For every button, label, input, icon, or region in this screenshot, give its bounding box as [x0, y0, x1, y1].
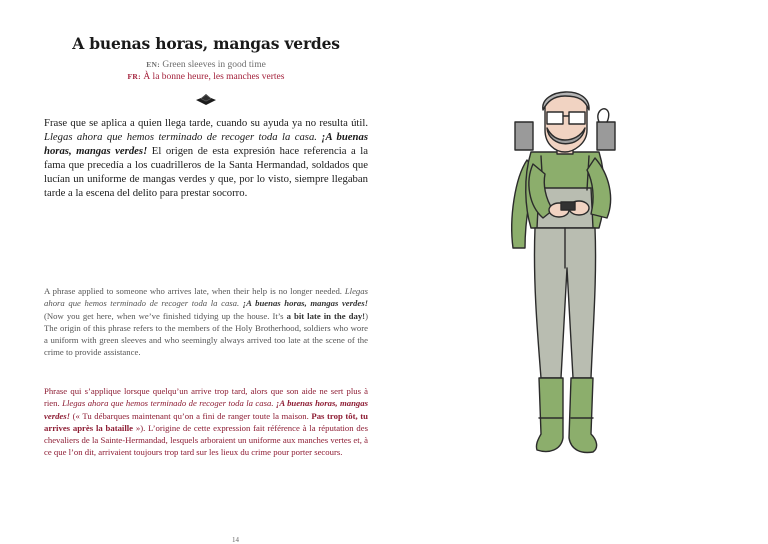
fr-text: À la bonne heure, les manches vertes: [143, 72, 285, 82]
en-text-1: A phrase applied to someone who arrives late, when their help is no longer needed.: [44, 286, 345, 296]
fr-example: Llegas ahora que hemos terminado de recoger toda la casa.: [62, 398, 274, 409]
hat-icon: [195, 91, 217, 107]
translations: [44, 59, 368, 83]
en-text-2: (Now you get here, when we’ve finished tidying up the house. It’s: [44, 310, 287, 321]
man-in-green-jumpsuit-illustration: [495, 78, 635, 478]
spanish-paragraph: [44, 116, 368, 201]
en-idiom: ¡A buenas horas, mangas verdes!: [239, 298, 368, 309]
en-text-3: ) The origin of this phrase refers to the members of the Holy Brotherhood, soldiers who wore a uniform with green sleeves and who seemingly always arrived too late at the scene of the crime to provide assistance.: [44, 310, 368, 358]
fr-text-1: Phrase qui s’applique lorsque quelqu’un arrive trop tard, alors que son aide ne sert plus à rien.: [44, 386, 368, 409]
es-idiom: ¡A buenas horas, mangas verdes!: [44, 131, 368, 158]
page-number: 14: [232, 536, 239, 544]
french-translation: [44, 71, 368, 83]
page-title: A buenas horas, mangas verdes: [72, 34, 340, 53]
fr-idiom: ¡A buenas horas, mangas verdes!: [44, 398, 368, 421]
en-code: EN:: [146, 60, 161, 69]
es-example: Llegas ahora que hemos terminado de recoger toda la casa.: [44, 131, 317, 144]
left-page: [44, 34, 369, 544]
fr-emphasis: Pas trop tôt, tu arrives après la bataille: [44, 410, 368, 433]
en-emphasis: a bit late in the day!: [286, 310, 366, 321]
fr-text-3: »). L’origine de cette expression fait référence à la réputation des chevaliers de la Sainte-Hermandad, lesquels arboraient un uniforme aux manches vertes et, à ce que l’on dit, arrivaient toujours trop tard sur les lieux du crime pour porter secours.: [44, 422, 368, 458]
fr-text-2: (« Tu débarques maintenant qu’on a fini de ranger toute la maison.: [70, 410, 312, 421]
es-text-1: Frase que se aplica a quien llega tarde, cuando su ayuda ya no resulta útil.: [44, 117, 368, 129]
english-paragraph: [44, 285, 368, 359]
english-translation: [44, 59, 368, 71]
en-text: Green sleeves in good time: [162, 60, 266, 70]
french-paragraph: [44, 385, 368, 459]
es-text-2: El origen de esta expresión hace referencia a la fama que precedía a los cuadrilleros de la Santa Hermandad, soldados que lucían un uniforme de mangas verdes y que, por lo visto, siempre llegaban tarde a la escena del delito para prestar socorro.: [44, 145, 369, 200]
en-example: Llegas ahora que hemos terminado de recoger toda la casa.: [44, 286, 368, 309]
fr-code: FR:: [127, 72, 141, 81]
